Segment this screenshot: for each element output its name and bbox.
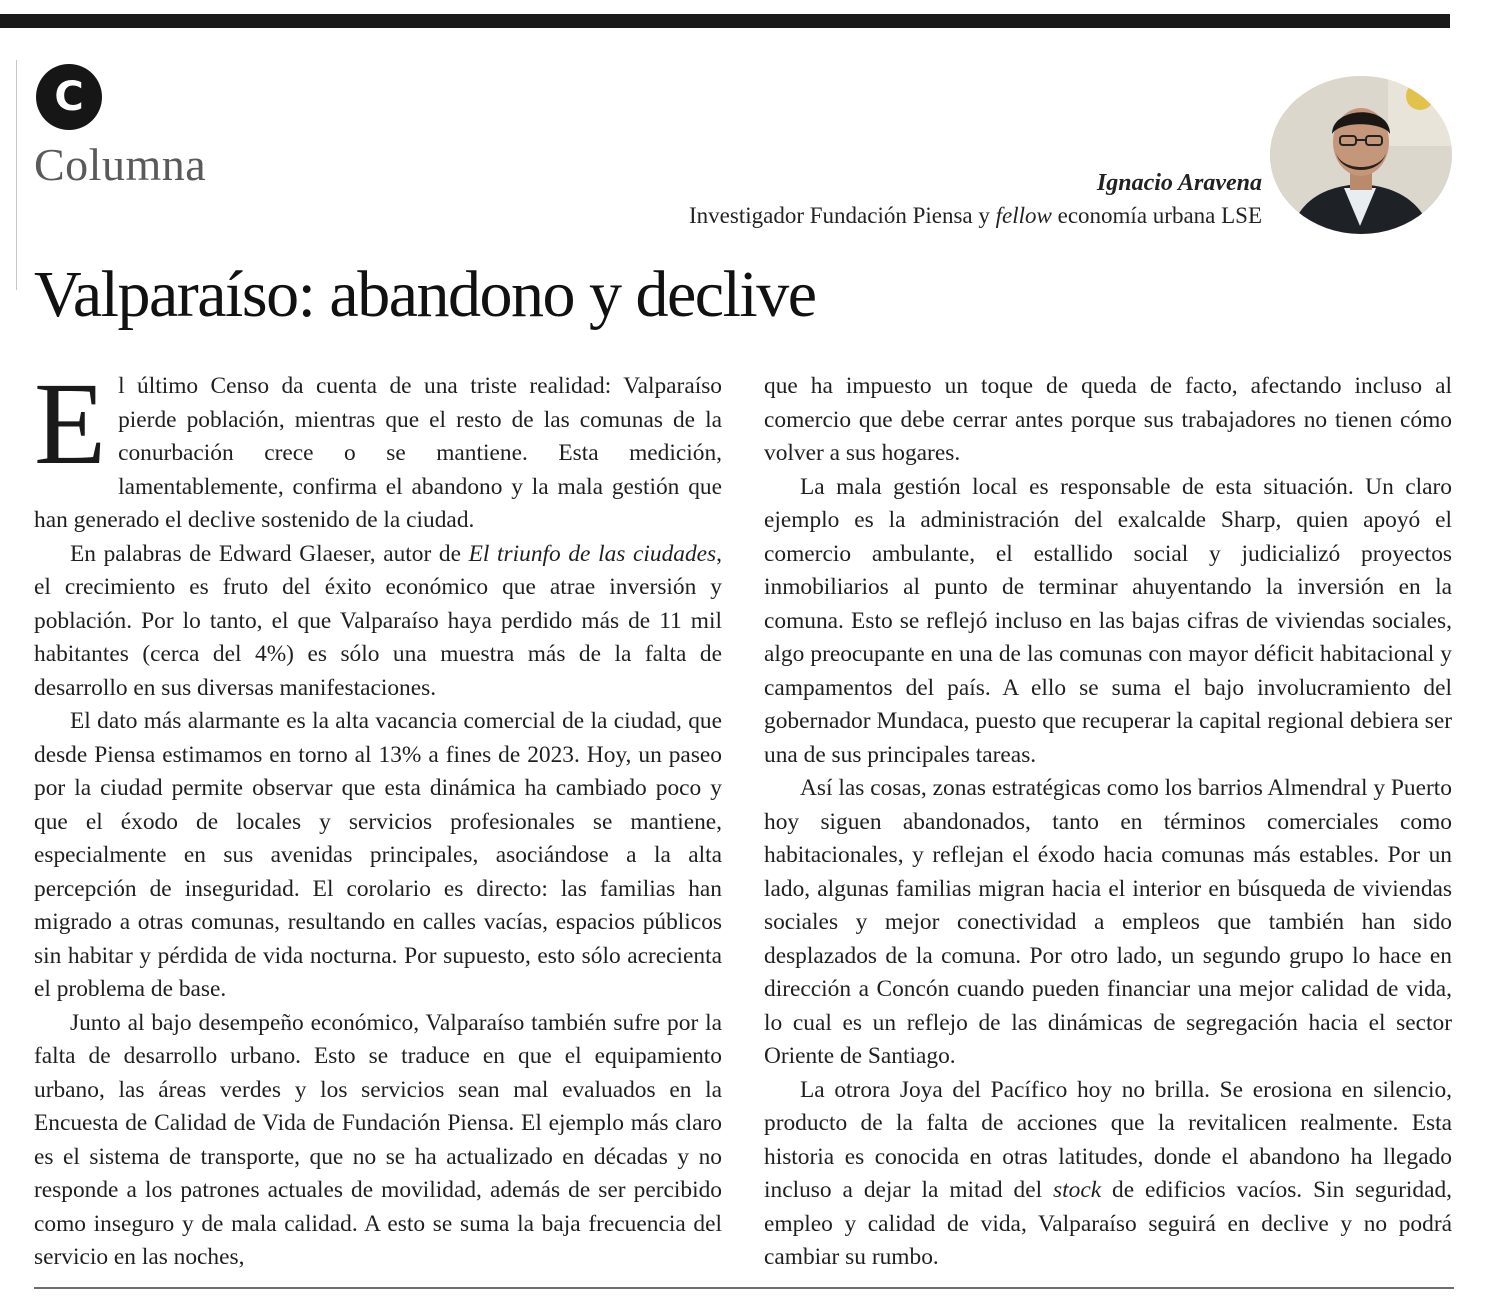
article-paragraph-4: Junto al bajo desempeño económico, Valparaíso también sufre por la falta de desarrollo urbano. Esto se traduce en que el equipamiento urbano, las áreas verdes y los servicios sean mal evaluados en la Encuesta de Calidad de Vida de Fundación Piensa. El ejemplo más claro es el sistema de transporte, que no se ha actualizado en décadas y no responde a los patrones actuales de movilidad, además de ser percibido como inseguro y de mala calidad. A esto se suma la baja frecuencia del servicio en las noches, <box>34 1009 722 1270</box>
author-portrait-icon <box>1270 76 1452 234</box>
article-column-left <box>34 358 722 1275</box>
article-paragraph-5: La mala gestión local es responsable de esta situación. Un claro ejemplo es la administración del exalcalde Sharp, quien apoyó el comercio ambulante, el estallido social y judicializó proyectos inmobiliarios al punto de terminar ahuyentando la inversión en la comuna. Esto se reflejó incluso en las bajas cifras de viviendas sociales, algo preocupante en una de las comunas con mayor déficit habitacional y campamentos del país. A ello se suma el bajo involucramiento del gobernador Mundaca, puesto que recuperar la capital regional debiera ser una de sus principales tareas. <box>764 473 1452 768</box>
author-byline <box>689 170 1262 229</box>
article-paragraph-6: Así las cosas, zonas estratégicas como los barrios Almendral y Puerto hoy siguen abandonados, tanto en términos comerciales como habitacionales, y reflejan el éxodo hacia comunas más estables. Por un lado, algunas familias migran hacia el interior en búsqueda de viviendas sociales y mejor conectividad a empleos que también han sido desplazados de la comuna. Por otro lado, un segundo grupo lo hace en dirección a Concón cuando pueden financiar una mejor calidad de vida, lo cual es un reflejo de las dinámicas de segregación hacia el sector Oriente de Santiago. <box>764 775 1452 1069</box>
paragraph-7-after: de edificios vacíos. Sin seguridad, empleo y calidad de vida, Valparaíso seguirá en declive y no podrá cambiar su rumbo. <box>764 1177 1452 1270</box>
paragraph-1-text: l último Censo da cuenta de una triste realidad: Valparaíso pierde población, mientras que el resto de las comunas de la conurbación crece o se mantiene. Esta medición, lamentablemente, confirma el abandono y la mala gestión que han generado el declive sostenido de la ciudad. <box>34 373 722 533</box>
author-role-before: Investigador Fundación Piensa y <box>689 203 996 228</box>
paragraph-2-after: , el crecimiento es fruto del éxito económico que atrae inversión y población. Por lo tanto, el que Valparaíso haya perdido más de 11 mil habitantes (cerca del 4%) es sólo una muestra más de la falta de desarrollo en sus diversas manifestaciones. <box>34 540 722 701</box>
paragraph-2-before: En palabras de Edward Glaeser, autor de <box>70 540 469 567</box>
author-role-after: economía urbana LSE <box>1051 203 1262 228</box>
author-role-italic: fellow <box>995 203 1052 228</box>
author-role <box>689 203 1262 229</box>
column-badge <box>36 64 102 130</box>
top-rule <box>0 14 1450 28</box>
left-rule <box>16 60 17 290</box>
article-paragraph-4-continued: que ha impuesto un toque de queda de facto, afectando incluso al comercio que debe cerrar antes porque sus trabajadores no tienen cómo volver a sus hogares. <box>764 373 1452 466</box>
article-paragraph-3: El dato más alarmante es la alta vacancia comercial de la ciudad, que desde Piensa estimamos en torno al 13% a fines de 2023. Hoy, un paseo por la ciudad permite observar que esta dinámica ha cambiado poco y que el éxodo de locales y servicios profesionales se mantiene, especialmente en sus avenidas principales, asociándose a la alta percepción de inseguridad. El corolario es directo: las familias han migrado a otras comunas, resultando en calles vacías, espacios públicos sin habitar y pérdida de vida nocturna. Por supuesto, esto sólo acrecienta el problema de base. <box>34 708 722 1002</box>
badge-letter: C <box>54 74 84 120</box>
article-column-right <box>764 370 1452 1275</box>
author-photo <box>1270 76 1452 234</box>
article-paragraph-1 <box>34 358 722 538</box>
article-paragraph-2 <box>34 538 722 706</box>
article-paragraph-7 <box>764 1074 1452 1275</box>
book-title: El triunfo de las ciudades <box>468 540 717 567</box>
bottom-rule <box>34 1287 1454 1289</box>
drop-cap: E <box>34 358 107 489</box>
section-label: Columna <box>34 139 207 190</box>
paragraph-7-before: La otrora Joya del Pacífico hoy no brilla. Se erosiona en silencio, producto de la falta de acciones que la revitalicen realmente. Esta historia es conocida en otras latitudes, donde el abandono ha llegado incluso a dejar la mitad del <box>764 1076 1452 1203</box>
stock-word: stock <box>1053 1177 1102 1203</box>
headline: Valparaíso: abandono y declive <box>34 258 816 331</box>
author-name: Ignacio Aravena <box>1096 170 1262 196</box>
